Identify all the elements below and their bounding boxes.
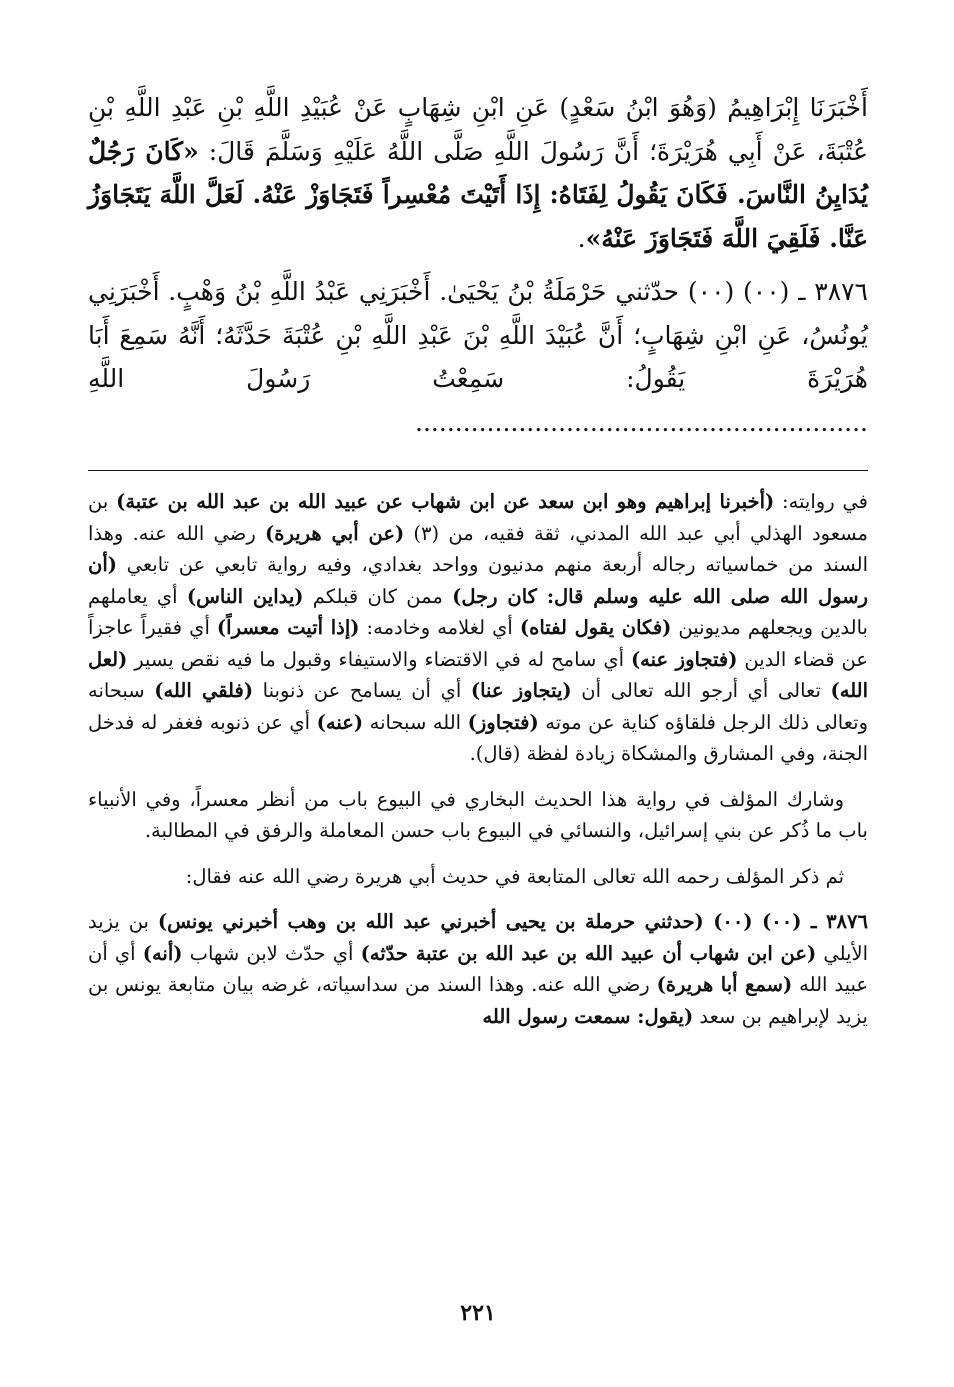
commentary-quote: (عن ابن شهاب أن عبيد الله بن عبد الله بن عتبة حدّثه) [360,941,817,965]
commentary-quote: (إذا أتيت معسراً) [216,616,360,639]
commentary-text: أي يعاملهم بالدين ويجعلهم مديونين [88,584,868,639]
commentary-quote: (فتجاوز) [467,710,539,734]
commentary-text: رضي الله عنه. وهذا السند من خماسياته رجاله أربعة منهم مدنيون وواحد بغدادي، وفيه رواية تابعي عن تابعي [88,521,868,576]
document-page [88,86,868,1346]
hadith-end-mark: . [577,223,586,253]
commentary-paragraph-3: ثم ذكر المؤلف رحمه الله تعالى المتابعة في حديث أبي هريرة رضي الله عنه فقال: [185,864,844,888]
commentary-text: ممن كان قبلكم [303,584,453,608]
hadith-chain-text: أَخْبَرَنَا إِبْرَاهِيمُ (وَهُوَ ابْنُ سَعْدٍ) عَنِ ابْنِ شِهَابٍ عَنْ عُبَيْدِ اللَّهِ بْنِ عَبْدِ اللَّهِ بْنِ عُتْبَةَ، عَنْ أَبِي هُرَيْرَةَ؛ أَنَّ رَسُولَ اللَّهِ صَلَّى اللَّهُ عَلَيْهِ وَسَلَّمَ قَالَ: [88,93,869,166]
commentary-quote: (أخبرنا إبراهيم وهو ابن سعد عن ابن شهاب عن عبيد الله بن عبد الله بن عتبة) [116,490,775,513]
commentary-text: أي عن ذنوبه فغفر له فدخل الجنة، وفي المشارق والمشكاة زيادة لفظة (قال). [88,710,868,765]
commentary-text: بن يزيد الأيلي [88,910,869,965]
commentary-quote: (يداين الناس) [186,584,304,608]
commentary-quote: (عن أبي هريرة) [265,521,405,545]
commentary-text: أي سامح له في الاقتضاء والاستيفاء وقبول ما فيه نقص يسير [127,647,631,671]
commentary-quote: (يتجاوز عنا) [470,679,572,702]
commentary-quote: (فلقي الله) [154,679,254,702]
page-number: ٢٢١ [460,1300,496,1326]
commentary-quote: (لعل الله) [88,647,869,702]
hadith-paragraph-2 [88,270,868,444]
commentary-text: أي حدّث لابن شهاب [182,941,361,965]
commentary-quote: (يقول: سمعت رسول الله [482,1004,694,1028]
commentary-quote: (فكان يقول لفتاه) [519,616,672,639]
footnote-separator [88,470,868,471]
hadith-continuation-dots: ......................................................... [415,407,868,437]
commentary-text: أي أن عبيد الله [88,941,868,996]
commentary-text: بن مسعود الهذلي أبي عبد الله المدني، ثقة فقيه، من (٣) [88,490,868,545]
commentary-paragraph-1 [88,486,868,770]
commentary-text: رضي الله عنه. وهذا السند من سداسياته، غرضه بيان متابعة يونس بن يزيد لإبراهيم بن سعد [88,973,868,1028]
hadith-text [88,86,868,444]
commentary-paragraph-2: وشارك المؤلف في رواية هذا الحديث البخاري في البيوع باب من أنظر معسراً، وفي الأنبياء باب ما ذُكر عن بني إسرائيل، والنسائي في البيوع باب حسن المعاملة والرفق في المطالبة. [88,787,868,842]
commentary-quote: (سمع أبا هريرة) [656,973,793,996]
commentary-section [88,486,868,1046]
commentary-text: أي أن يسامح عن ذنوبنا [253,679,471,702]
commentary-text: في روايته: [774,490,868,513]
commentary-quote: (فتجاوز عنه) [630,647,738,671]
commentary-quote: (أنه) [142,941,183,965]
commentary-quote: (أن رسول الله صلى الله عليه وسلم قال: كان رجل) [88,553,868,608]
commentary-paragraph-4 [88,906,868,1032]
hadith-paragraph-1 [88,86,868,260]
commentary-quote: ٣٨٧٦ ـ (٠٠) (٠٠) (حدثني حرملة بن يحيى أخبرني عبد الله بن وهب أخبرني يونس) [157,910,868,933]
commentary-text: أي فقيراً عاجزاً عن قضاء الدين [88,616,868,671]
hadith-isnad-text: ٣٨٧٦ ـ (٠٠) (٠٠) حدّثني حَرْمَلَةُ بْنُ يَحْيَىٰ. أَخْبَرَنِي عَبْدُ اللَّهِ بْنُ وَهْبٍ. أَخْبَرَنِي يُونُسُ، عَنِ ابْنِ شِهَابٍ؛ أَنَّ عُبَيْدَ اللَّهِ بْنَ عَبْدِ اللَّهِ بْنِ عُتْبَةَ حَدَّثَهُ؛ أَنَّهُ سَمِعَ أَبَا هُرَيْرَةَ يَقُولُ: سَمِعْتُ رَسُولَ اللَّهِ [88,277,868,393]
hadith-matn-text: «كَانَ رَجُلٌ يُدَايِنُ النَّاسَ. فَكَانَ يَقُولُ لِفَتَاهُ: إِذَا أَتَيْتَ مُعْسِراً فَتَجَاوَزْ عَنْهُ. لَعَلَّ اللَّهَ يَتَجَاوَزُ عَنَّا. فَلَقِيَ اللَّهَ فَتَجَاوَزَ عَنْهُ» [88,136,868,253]
commentary-text: سبحانه وتعالى ذلك الرجل فلقاؤه كناية عن موته [88,679,869,734]
commentary-text: الله سبحانه [363,710,468,734]
commentary-text: تعالى أي أرجو الله تعالى أن [571,679,831,702]
commentary-quote: (عنه) [316,710,364,734]
commentary-text: أي لغلامه وخادمه: [359,616,520,639]
